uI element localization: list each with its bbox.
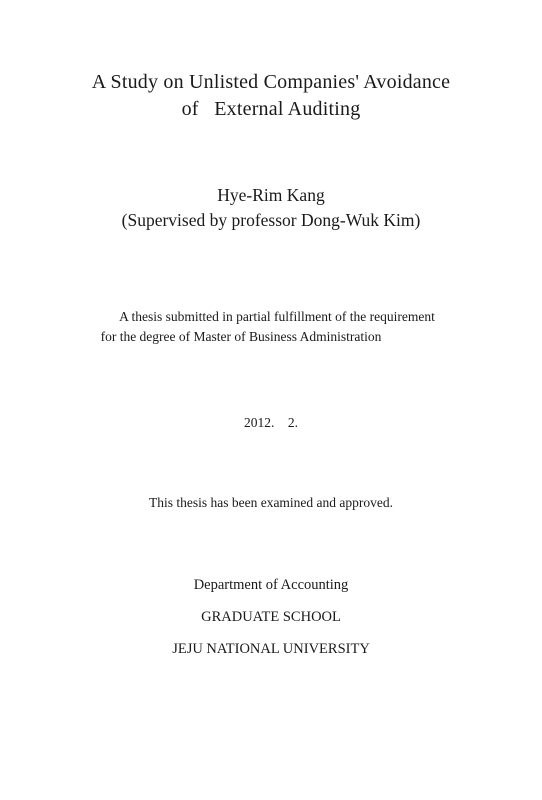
- submission-statement-line-2: for the degree of Master of Business Administration: [100, 329, 382, 344]
- thesis-title-line-1: A Study on Unlisted Companies' Avoidance: [91, 71, 451, 93]
- department-name: Department of Accounting: [193, 577, 349, 593]
- submission-date: 2012. 2.: [244, 415, 298, 430]
- approval-statement: This thesis has been examined and approved.: [148, 495, 394, 510]
- supervisor-line: (Supervised by professor Dong-Wuk Kim): [121, 210, 421, 230]
- university-name: JEJU NATIONAL UNIVERSITY: [172, 641, 370, 657]
- graduate-school-name: GRADUATE SCHOOL: [201, 609, 341, 625]
- author-name: Hye-Rim Kang: [217, 185, 325, 205]
- submission-statement-line-1: A thesis submitted in partial fulfillment of the requirement: [119, 309, 435, 324]
- thesis-title-line-2: of External Auditing: [181, 98, 361, 120]
